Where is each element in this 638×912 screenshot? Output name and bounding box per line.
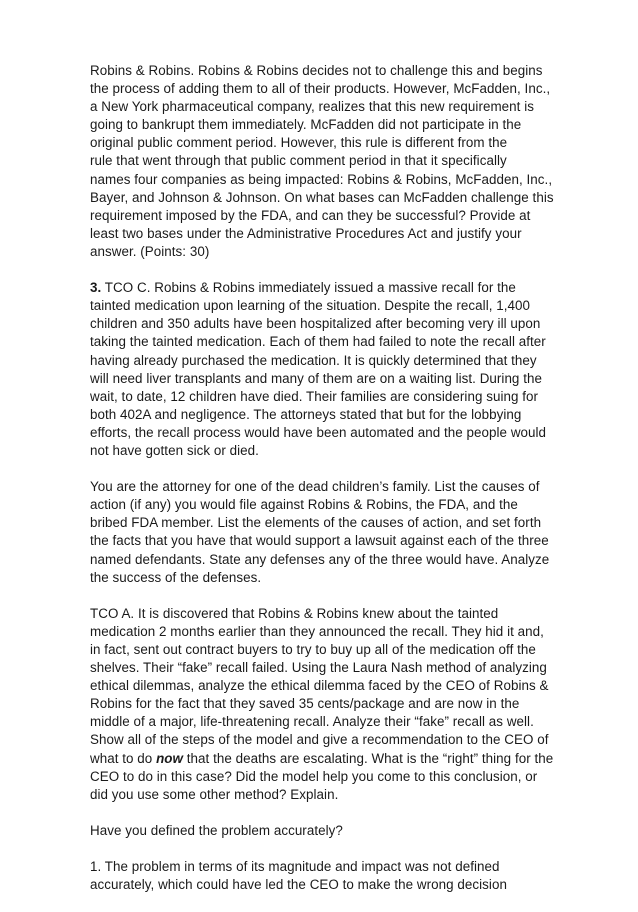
text-line: Bayer, and Johnson & Johnson. On what bases can McFadden challenge this bbox=[90, 189, 554, 205]
text-line: the process of adding them to all of their products. However, McFadden, Inc., bbox=[90, 81, 551, 97]
text-line: names four companies as being impacted: Robins & Robins, McFadden, Inc., bbox=[90, 171, 553, 187]
text-line: requirement imposed by the FDA, and can they be successful? Provide at bbox=[90, 207, 531, 223]
text-line: original public comment period. However, this rule is different from the bbox=[90, 135, 508, 151]
text-line: Robins & Robins. Robins & Robins decides not to challenge this and begins bbox=[90, 63, 543, 78]
paragraph-question-3 bbox=[90, 279, 590, 460]
text-line: action (if any) you would file against Robins & Robins, the FDA, and the bbox=[90, 497, 518, 513]
emphasized-word: now bbox=[156, 750, 183, 766]
text-line: rule that went through that public comment period in that it specifically bbox=[90, 153, 507, 169]
text-line: efforts, the recall process would have been automated and the people would bbox=[90, 424, 547, 440]
text-line: the facts that you have that would support a lawsuit against each of the three bbox=[90, 533, 549, 549]
text-line: ethical dilemmas, analyze the ethical dilemma faced by the CEO of Robins & bbox=[90, 678, 549, 694]
text-line: Have you defined the problem accurately? bbox=[90, 822, 343, 838]
paragraph-tco-a bbox=[90, 605, 590, 804]
text-line: middle of a major, life-threatening recall. Analyze their “fake” recall as well. bbox=[90, 714, 534, 730]
text-line: children and 350 adults have been hospitalized after becoming very ill upon bbox=[90, 316, 541, 332]
text-line bbox=[90, 750, 590, 768]
text-line: Robins for the fact that they saved 35 cents/package and are now in the bbox=[90, 696, 520, 712]
text-segment: what to do bbox=[90, 750, 157, 766]
paragraph-attorney-task bbox=[90, 478, 590, 587]
text-segment: that the deaths are escalating. What is the “right” thing for the bbox=[183, 750, 554, 766]
text-line: bribed FDA member. List the elements of the causes of action, and set forth bbox=[90, 515, 542, 531]
paragraph-question-defined bbox=[90, 822, 590, 840]
text-line bbox=[90, 279, 590, 297]
document-body bbox=[90, 62, 590, 912]
text-line: CEO to do in this case? Did the model help you come to this conclusion, or bbox=[90, 768, 538, 784]
text-line: least two bases under the Administrative Procedures Act and justify your bbox=[90, 225, 522, 241]
text-line: named defendants. State any defenses any of the three would have. Analyze bbox=[90, 551, 550, 567]
text-line: medication 2 months earlier than they announced the recall. They hid it and, bbox=[90, 623, 544, 639]
text-line: in fact, sent out contract buyers to try to buy up all of the medication off the bbox=[90, 642, 536, 657]
text-line: Show all of the steps of the model and give a recommendation to the CEO of bbox=[90, 732, 549, 748]
text-line: not have gotten sick or died. bbox=[90, 442, 259, 458]
text-line: will need liver transplants and many of them are on a waiting list. During the bbox=[90, 370, 542, 386]
text-line: tainted medication upon learning of the situation. Despite the recall, 1,400 bbox=[90, 298, 531, 314]
text-line: TCO A. It is discovered that Robins & Robins knew about the tainted bbox=[90, 605, 499, 621]
question-number: 3. bbox=[90, 280, 102, 296]
text-line: taking the tainted medication. Each of them had failed to note the recall after bbox=[90, 334, 546, 350]
text-line: 1. The problem in terms of its magnitude and impact was not defined bbox=[90, 859, 500, 875]
text-line: a New York pharmaceutical company, realizes that this new requirement is bbox=[90, 99, 534, 115]
text-line: You are the attorney for one of the dead children’s family. List the causes of bbox=[90, 479, 540, 495]
text-line: wait, to date, 12 children have died. Their families are considering suing for bbox=[90, 388, 539, 404]
question-3-first-line: TCO C. Robins & Robins immediately issued a massive recall for the bbox=[101, 280, 516, 296]
text-line: answer. (Points: 30) bbox=[90, 243, 210, 259]
text-line: shelves. Their “fake” recall failed. Using the Laura Nash method of analyzing bbox=[90, 660, 547, 676]
text-line: did you use some other method? Explain. bbox=[90, 786, 339, 802]
text-line: accurately, which could have led the CEO to make the wrong decision bbox=[90, 877, 507, 893]
text-line: the success of the defenses. bbox=[90, 569, 262, 585]
text-line: having already purchased the medication. It is quickly determined that they bbox=[90, 352, 537, 368]
paragraph-question-2-continuation bbox=[90, 62, 590, 261]
text-line: both 402A and negligence. The attorneys stated that but for the lobbying bbox=[90, 406, 522, 422]
text-line: going to bankrupt them immediately. McFadden did not participate in the bbox=[90, 117, 522, 133]
paragraph-answer-1 bbox=[90, 858, 590, 894]
